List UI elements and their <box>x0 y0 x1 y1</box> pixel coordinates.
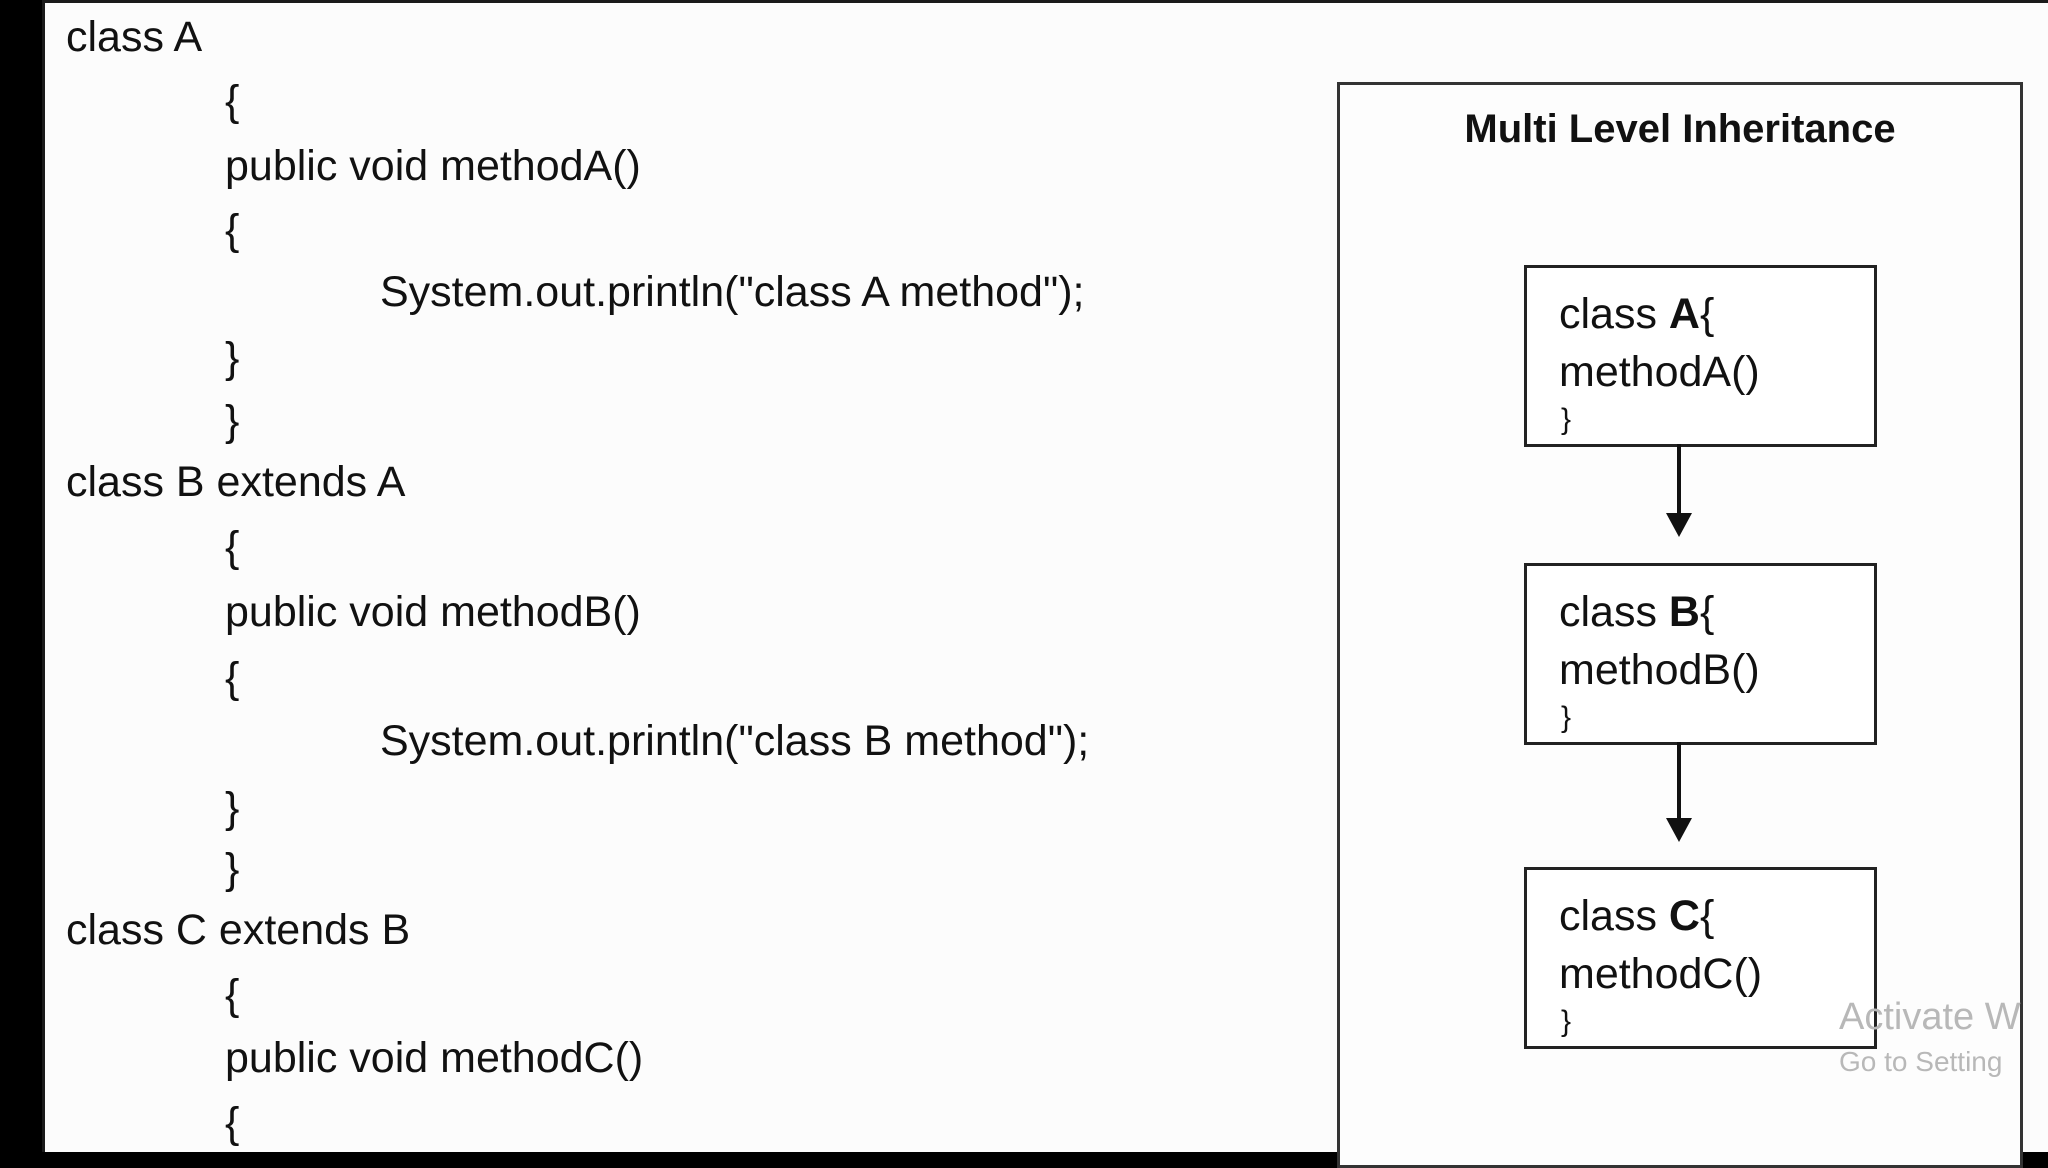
class-brace: { <box>1699 892 1715 940</box>
code-line: } <box>225 397 240 445</box>
class-header <box>1559 892 1714 941</box>
slide-top-border <box>42 0 2048 3</box>
code-line: { <box>225 1099 240 1147</box>
arrow-b-to-c <box>1677 742 1681 820</box>
class-keyword: class <box>1559 290 1669 338</box>
code-line: } <box>225 845 240 893</box>
code-line: { <box>225 77 240 125</box>
class-header <box>1559 588 1714 637</box>
diagram-title: Multi Level Inheritance <box>1464 107 1896 151</box>
class-close-brace: } <box>1561 1005 1572 1038</box>
arrowhead-b-to-c <box>1666 818 1692 842</box>
class-header <box>1559 290 1714 339</box>
class-keyword: class <box>1559 892 1669 940</box>
class-name: B <box>1668 588 1700 636</box>
arrow-a-to-b <box>1677 444 1681 516</box>
class-method: methodB() <box>1559 646 1760 694</box>
code-line: class A <box>66 13 203 61</box>
code-line: } <box>225 334 240 382</box>
code-line: class B extends A <box>66 458 406 506</box>
class-keyword: class <box>1559 588 1669 636</box>
code-line: { <box>225 523 240 571</box>
code-line: public void methodC() <box>225 1034 644 1082</box>
class-name: C <box>1668 892 1700 940</box>
code-line: { <box>225 654 240 702</box>
class-brace: { <box>1699 290 1715 338</box>
class-brace: { <box>1699 588 1715 636</box>
code-line: System.out.println("class A method"); <box>380 268 1085 316</box>
class-box-b <box>1524 563 1877 745</box>
class-close-brace: } <box>1561 403 1572 436</box>
class-name: A <box>1668 290 1700 338</box>
code-line: { <box>225 206 240 254</box>
class-method: methodA() <box>1559 348 1760 396</box>
code-line: public void methodB() <box>225 588 641 636</box>
code-line: System.out.println("class B method"); <box>380 717 1090 765</box>
code-line: public void methodA() <box>225 142 641 190</box>
class-method: methodC() <box>1559 950 1763 998</box>
code-line: class C extends B <box>66 906 411 954</box>
code-line: { <box>225 971 240 1019</box>
slide-left-border <box>42 0 45 1152</box>
activation-watermark-settings: Go to Setting <box>1839 1046 2003 1077</box>
activation-watermark: Activate W <box>1839 996 2021 1038</box>
code-line: } <box>225 784 240 832</box>
class-box-a <box>1524 265 1877 447</box>
arrowhead-a-to-b <box>1666 513 1692 537</box>
class-box-c <box>1524 867 1877 1049</box>
class-close-brace: } <box>1561 701 1572 734</box>
